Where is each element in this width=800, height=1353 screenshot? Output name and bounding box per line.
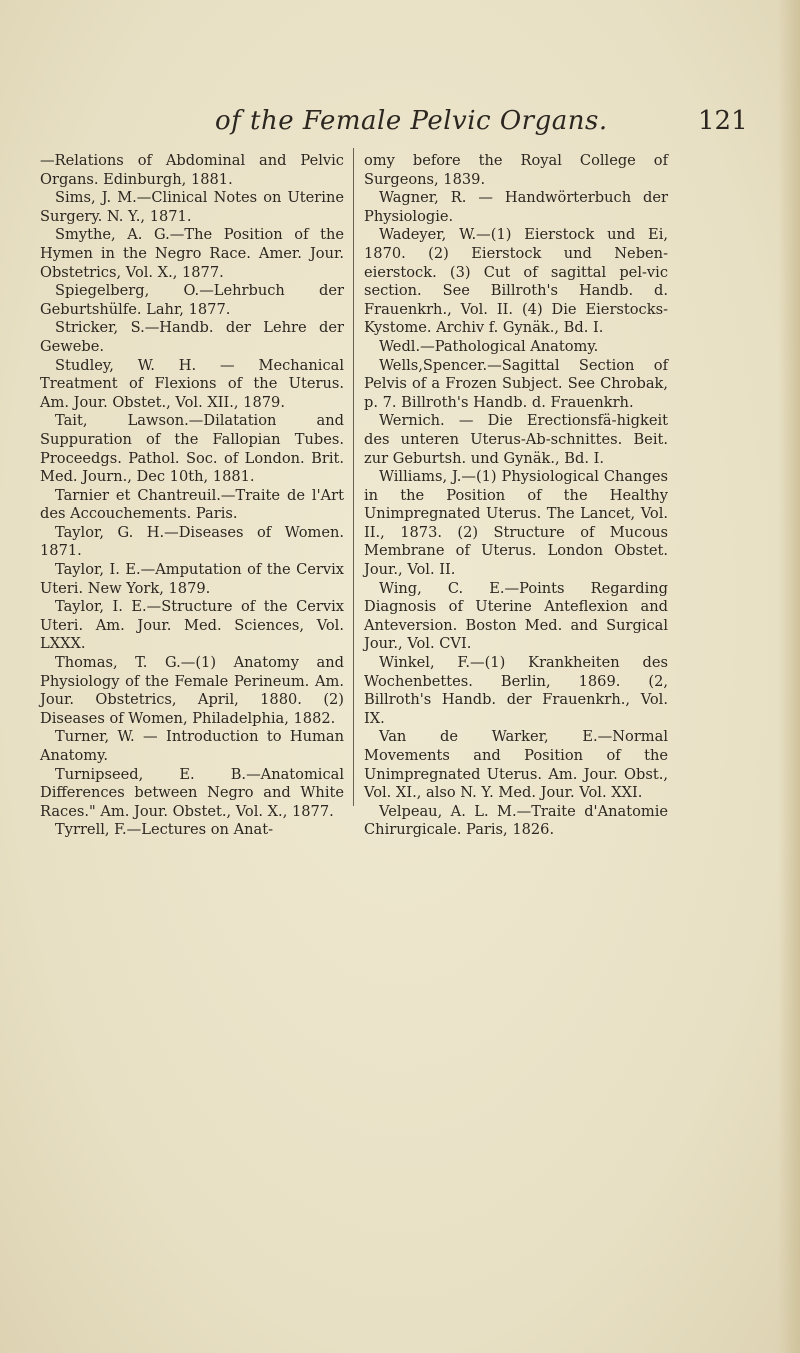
bibliography-entry: Studley, W. H. — Mechanical Treatment of Flexions of the Uterus. Am. Jour. Obstet., Vol. XII., 1879. — [40, 356, 344, 411]
bibliography-entry: Turnipseed, E. B.—Anatomical Differences between Negro and White Races." Am. Jour. Obstet., Vol. X., 1877. — [40, 765, 344, 820]
column-divider — [353, 148, 354, 806]
bibliography-entry: omy before the Royal College of Surgeons, 1839. — [364, 152, 668, 188]
page-edge-shading — [778, 0, 800, 1353]
page-header — [0, 106, 800, 140]
bibliography-entry: Winkel, F.—(1) Krankheiten des Wochenbettes. Berlin, 1869. (2, Billroth's Handb. der Frauenkrh., Vol. IX. — [364, 654, 668, 727]
right-column — [364, 152, 668, 840]
bibliography-entry: Smythe, A. G.—The Position of the Hymen in the Negro Race. Amer. Jour. Obstetrics, Vol. X., 1877. — [40, 226, 344, 281]
bibliography-entry: Taylor, I. E.—Amputation of the Cervix Uteri. New York, 1879. — [40, 561, 344, 597]
bibliography-entry: Wernich. — Die Erectionsfä-higkeit des unteren Uterus-Ab-schnittes. Beit. zur Geburtsh. und Gynäk., Bd. I. — [364, 412, 668, 467]
bibliography-entry: —Relations of Abdominal and Pelvic Organs. Edinburgh, 1881. — [40, 152, 344, 188]
running-title: of the Female Pelvic Organs. — [215, 106, 608, 136]
bibliography-entry: Williams, J.—(1) Physiological Changes in the Position of the Healthy Unimpregnated Uterus. The Lancet, Vol. II., 1873. (2) Structure of Mucous Membrane of Uterus. London Obstet. Jour., Vol. II. — [364, 468, 668, 579]
bibliography-entry: Thomas, T. G.—(1) Anatomy and Physiology of the Female Perineum. Am. Jour. Obstetrics, April, 1880. (2) Diseases of Women, Philadelphia, 1882. — [40, 654, 344, 727]
bibliography-entry: Wells,Spencer.—Sagittal Section of Pelvis of a Frozen Subject. See Chrobak, p. 7. Billroth's Handb. d. Frauenkrh. — [364, 356, 668, 411]
bibliography-entry: Van de Warker, E.—Normal Movements and Position of the Unimpregnated Uterus. Am. Jour. Obst., Vol. XI., also N. Y. Med. Jour. Vol. XXI. — [364, 728, 668, 802]
bibliography-entry: Spiegelberg, O.—Lehrbuch der Geburtshülfe. Lahr, 1877. — [40, 282, 344, 318]
bibliography-entry: Stricker, S.—Handb. der Lehre der Gewebe. — [40, 319, 344, 355]
bibliography-entry: Turner, W. — Introduction to Human Anatomy. — [40, 728, 344, 764]
left-column — [40, 152, 344, 840]
bibliography-entry: Wadeyer, W.—(1) Eierstock und Ei, 1870. (2) Eierstock und Neben-eierstock. (3) Cut of sagittal pel-vic section. See Billroth's Handb. d. Frauenkrh., Vol. II. (4) Die Eierstocks-Kystome. Archiv f. Gynäk., Bd. I. — [364, 226, 668, 337]
page-number: 121 — [698, 106, 748, 136]
bibliography-entry: Wedl.—Pathological Anatomy. — [379, 337, 599, 355]
bibliography-entry: Wing, C. E.—Points Regarding Diagnosis of Uterine Anteflexion and Anteversion. Boston Med. and Surgical Jour., Vol. CVI. — [364, 579, 668, 653]
bibliography-entry: Taylor, G. H.—Diseases of Women. 1871. — [40, 523, 344, 560]
bibliography-entry: Wagner, R. — Handwörterbuch der Physiologie. — [364, 189, 668, 225]
bibliography-entry: Taylor, I. E.—Structure of the Cervix Uteri. Am. Jour. Med. Sciences, Vol. LXXX. — [40, 598, 344, 653]
bibliography-entry: Tait, Lawson.—Dilatation and Suppuration of the Fallopian Tubes. Proceedgs. Pathol. Soc. of London. Brit. Med. Journ., Dec 10th, 1881. — [40, 412, 344, 486]
bibliography-entry: Tyrrell, F.—Lectures on Anat- — [55, 821, 274, 839]
bibliography-entry: Sims, J. M.—Clinical Notes on Uterine Surgery. N. Y., 1871. — [40, 189, 344, 225]
bibliography-entry: Velpeau, A. L. M.—Traite d'Anatomie Chirurgicale. Paris, 1826. — [364, 802, 668, 839]
bibliography-entry: Tarnier et Chantreuil.—Traite de l'Art des Accouchements. Paris. — [40, 486, 344, 523]
